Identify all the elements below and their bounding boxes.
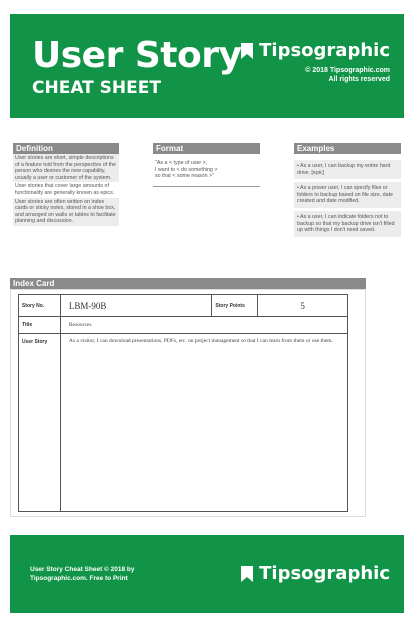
story-points-label: Story Points	[212, 295, 258, 317]
header-banner	[10, 14, 404, 118]
index-card-heading: Index Card	[10, 278, 366, 289]
format-line: I want to < do something >	[155, 166, 218, 173]
story-no-value: LBM-90B	[60, 295, 212, 317]
page-title: User Story	[32, 35, 242, 76]
format-heading: Format	[153, 143, 260, 154]
brand-logo	[241, 40, 390, 61]
format-line: "As a < type of user >,	[155, 160, 208, 166]
definition-paragraph: User stories that cover large amounts of functionality are generally known as epics.	[15, 183, 115, 196]
footer-line: Tipsographic.com. Free to Print	[30, 575, 128, 582]
definition-heading: Definition	[13, 143, 119, 154]
copyright-notice	[305, 66, 390, 84]
user-story-label: User Story	[19, 334, 61, 512]
example-item: • As a power user, I can specify files or folders to backup based on file size, date created and date modified.	[294, 182, 401, 208]
bookmark-icon	[241, 43, 253, 59]
example-item: • As a user, I can indicate folders not to backup so that my backup drive isn't filled up with things I don't need saved.	[294, 211, 401, 237]
examples-heading: Examples	[294, 143, 401, 154]
footer-brand-logo	[241, 563, 390, 584]
user-story-value: As a visitor, I can download presentations, PDFs, etc. on project management so that I can learn from them or use them.	[60, 334, 347, 512]
footer-banner	[10, 535, 404, 613]
story-number-row	[19, 295, 348, 317]
story-no-label: Story No.	[19, 295, 61, 317]
copyright-line: © 2018 Tipsographic.com	[305, 67, 390, 74]
brand-name: Tipsographic	[259, 40, 390, 61]
definition-paragraph: User stories are often written on index cards or sticky notes, stored in a shoe box, and arranged on walls or tables to facilitate planning and discussion.	[13, 198, 119, 226]
bookmark-icon	[241, 566, 253, 582]
title-label: Title	[19, 317, 61, 334]
example-item: • As a user, I can backup my entire hard drive. [epic]	[294, 160, 401, 179]
format-line: so that < some reason >"	[155, 173, 215, 180]
title-row	[19, 317, 348, 334]
index-card	[10, 289, 366, 517]
story-points-value: 5	[258, 295, 348, 317]
rights-line: All rights reserved	[328, 76, 390, 83]
user-story-row	[19, 334, 348, 512]
examples-body	[294, 160, 401, 240]
title-value: Resources	[60, 317, 347, 334]
page-subtitle: CHEAT SHEET	[32, 78, 161, 98]
footer-line: User Story Cheat Sheet © 2018 by	[30, 566, 135, 573]
definition-paragraph: User stories are short, simple descriptions of a feature told from the perspective of the person who desires the new capability, usually a user or customer of the system.	[13, 154, 119, 182]
footer-credit	[30, 565, 135, 583]
index-card-table	[18, 294, 348, 512]
format-body	[153, 154, 260, 187]
definition-body	[13, 154, 119, 226]
footer-brand-name: Tipsographic	[259, 563, 390, 584]
